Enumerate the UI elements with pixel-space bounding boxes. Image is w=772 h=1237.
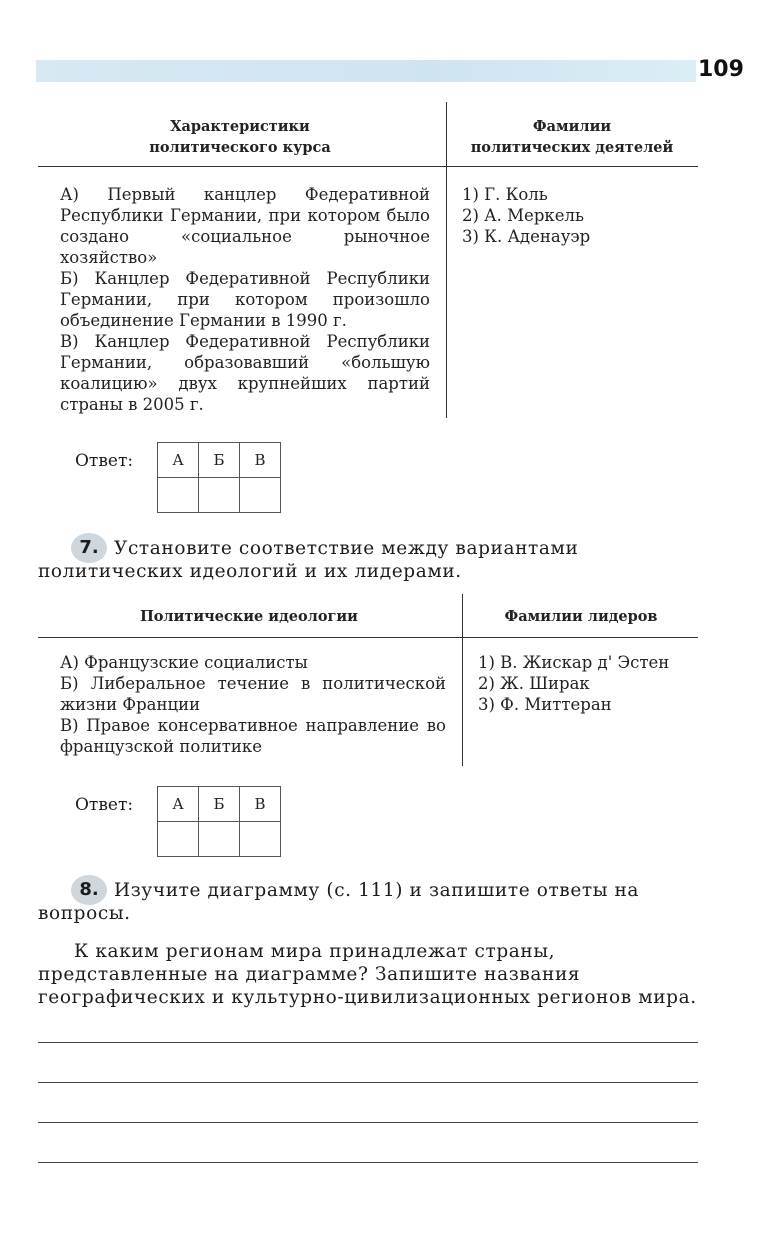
table2-item-a: А) Французские социалисты: [60, 653, 308, 672]
table1-column-divider: [446, 102, 447, 418]
task8-number: 8.: [71, 875, 107, 905]
table2-column-divider: [462, 594, 463, 766]
table1-option-2: 2) А. Меркель: [462, 206, 584, 225]
task8-question-body: К каким регионам мира принадлежат страны, представленные на диаграмме? Запишите названия географических и культурно-цивилизационных регионов мира.: [38, 941, 697, 1008]
task8-text-body: Изучите диаграмму (с. 111) и запишите ответы на вопросы.: [38, 880, 640, 924]
table2-option-2: 2) Ж. Ширак: [478, 674, 590, 693]
table2-right-header: Фамилии лидеров: [504, 608, 658, 625]
table1-item-c: В) Канцлер Федеративной Республики Германии, образовавший «большую коалицию» двух крупнейших партий страны в 2005 г.: [60, 332, 430, 414]
answer-write-line-2[interactable]: [38, 1082, 698, 1083]
table1-item-a: А) Первый канцлер Федеративной Республики Германии, при котором было создано «социальное рыночное хозяйство»: [60, 185, 430, 267]
table1-header-divider: [38, 166, 698, 167]
page-number: 109: [698, 56, 758, 84]
table2-item-c: В) Правое консервативное направление во французской политике: [60, 716, 446, 756]
table2-option-3: 3) Ф. Миттеран: [478, 695, 612, 714]
task8-text: [38, 879, 698, 925]
task8-question: [38, 940, 698, 1009]
task7-text-body: Установите соответствие между вариантами политических идеологий и их лидерами.: [38, 538, 579, 582]
answer1-grid: [157, 442, 281, 513]
answer2-header-b: Б: [199, 787, 240, 822]
table2-option-1: 1) В. Жискар д' Эстен: [478, 653, 670, 672]
answer1-header-c: В: [240, 443, 281, 478]
answer1-header-a: А: [158, 443, 199, 478]
header-band: [36, 60, 696, 82]
table1-left-header-line2: политического курса: [149, 139, 331, 156]
task7-text: [38, 537, 698, 583]
answer-write-line-1[interactable]: [38, 1042, 698, 1043]
table2-header-divider: [38, 637, 698, 638]
task7-number: 7.: [71, 533, 107, 563]
table1-option-1: 1) Г. Коль: [462, 185, 548, 204]
table1-right-cell: [462, 184, 692, 247]
answer2-label: Ответ:: [75, 795, 134, 815]
answer1-label: Ответ:: [75, 451, 134, 471]
answer1-header-b: Б: [199, 443, 240, 478]
answer1-input-b[interactable]: [199, 478, 240, 513]
answer2-input-c[interactable]: [240, 822, 281, 857]
table1-left-cell: [60, 184, 430, 415]
table1-right-header-line2: политических деятелей: [470, 139, 674, 156]
answer-write-line-4[interactable]: [38, 1162, 698, 1163]
answer2-header-a: А: [158, 787, 199, 822]
table1-right-header: [450, 116, 694, 158]
table2-left-header: Политические идеологии: [140, 608, 358, 625]
table2-left-cell: [60, 652, 446, 757]
table2-right-cell: [478, 652, 696, 715]
answer2-input-a[interactable]: [158, 822, 199, 857]
table1-right-header-line1: Фамилии: [532, 118, 612, 135]
answer1-input-a[interactable]: [158, 478, 199, 513]
answer2-grid: [157, 786, 281, 857]
answer-write-line-3[interactable]: [38, 1122, 698, 1123]
table1-left-header-line1: Характеристики: [170, 118, 310, 135]
table2-item-b: Б) Либеральное течение в политической жизни Франции: [60, 674, 446, 714]
answer2-input-b[interactable]: [199, 822, 240, 857]
table1-item-b: Б) Канцлер Федеративной Республики Германии, при котором произошло объединение Германии в 1990 г.: [60, 269, 430, 330]
answer2-header-c: В: [240, 787, 281, 822]
answer1-input-c[interactable]: [240, 478, 281, 513]
table1-left-header: [40, 116, 440, 158]
table1-option-3: 3) К. Аденауэр: [462, 227, 591, 246]
